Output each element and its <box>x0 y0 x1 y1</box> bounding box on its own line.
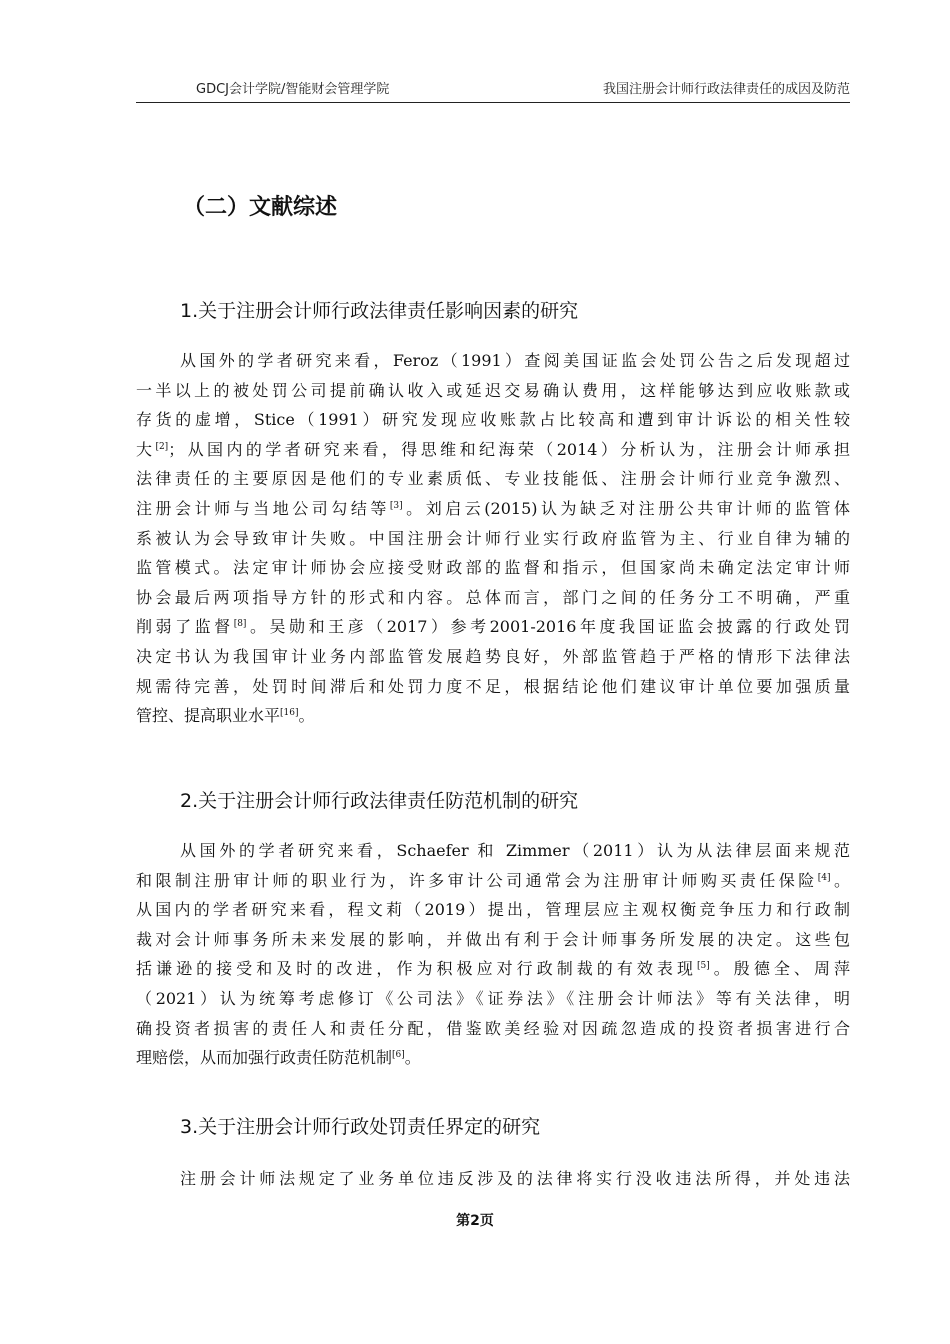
paragraph-line: 协会最后两项指导方针的形式和内容。总体而言，部门之间的任务分工不明确，严重 <box>136 587 850 607</box>
paragraph-line: 系被认为会导致审计失败。中国注册会计师行业实行政府监管为主、行业自律为辅的 <box>136 528 850 548</box>
paragraph-line: 法律责任的主要原因是他们的专业素质低、专业技能低、注册会计师行业竞争激烈、 <box>136 469 850 489</box>
paragraph-line: 一半以上的被处罚公司提前确认收入或延迟交易确认费用，这样能够达到应收账款或 <box>136 380 850 400</box>
paragraph-line: 确投资者损害的责任人和责任分配，借鉴欧美经验对因疏忽造成的投资者损害进行合 <box>136 1018 850 1038</box>
citation-ref: [3] <box>389 500 403 511</box>
citation-ref: [6] <box>392 1050 405 1061</box>
header-right: 我国注册会计师行政法律责任的成因及防范 <box>602 82 850 97</box>
section-title: （二）文献综述 <box>183 195 338 220</box>
paragraph-line: 从国内的学者研究来看，程文莉（2019）提出，管理层应主观权衡竞争压力和行政制 <box>136 900 850 920</box>
paragraph-line: 裁对会计师事务所未来发展的影响，并做出有利于会计师事务所发展的决定。这些包 <box>136 929 850 949</box>
citation-ref: [16] <box>280 708 299 719</box>
paragraph-line: 决定书认为我国审计业务内部监管发展趋势良好，外部监管趋于严格的情形下法律法 <box>136 646 850 666</box>
paragraph-line: 监管模式。法定审计师协会应接受财政部的监督和指示，但国家尚未确定法定审计师 <box>136 558 850 578</box>
citation-ref: [8] <box>233 619 247 630</box>
paragraph-line: 规需待完善，处罚时间滞后和处罚力度不足，根据结论他们建议审计单位要加强质量 <box>136 676 850 696</box>
subsection-3-title: 3.关于注册会计师行政处罚责任界定的研究 <box>180 1116 541 1138</box>
citation-ref: [2] <box>155 441 169 452</box>
paragraph-line: 从国外的学者研究来看，Schaefer 和 Zimmer（2011）认为从法律层面来规范 <box>180 841 850 860</box>
paragraph-line: 和限制注册审计师的职业行为，许多审计公司通常会为注册审计师购买责任保险[4]。 <box>136 870 850 890</box>
running-header <box>136 72 850 103</box>
citation-ref: [4] <box>817 872 831 883</box>
paragraph-line: 管控、提高职业水平[16]。 <box>136 706 315 726</box>
subsection-1-title: 1.关于注册会计师行政法律责任影响因素的研究 <box>180 300 579 322</box>
header-left: GDCJ会计学院/智能财会管理学院 <box>196 82 390 97</box>
subsection-2-paragraph <box>136 836 850 1073</box>
paragraph-line: 括谦逊的接受和及时的改进，作为积极应对行政制裁的有效表现[5]。殷德全、周萍 <box>136 959 850 979</box>
paragraph-line: （2021）认为统筹考虑修订《公司法》《证券法》《注册会计师法》等有关法律，明 <box>136 988 850 1008</box>
page-number: 第2页 <box>456 1213 494 1229</box>
citation-ref: [5] <box>696 961 710 972</box>
subsection-1-paragraph <box>136 346 850 731</box>
paragraph-line: 注册会计师法规定了业务单位违反涉及的法律将实行没收违法所得，并处违法 <box>180 1169 850 1188</box>
subsection-2-title: 2.关于注册会计师行政法律责任防范机制的研究 <box>180 790 579 812</box>
paragraph-line: 大[2]；从国内的学者研究来看，得思维和纪海荣（2014）分析认为，注册会计师承担 <box>136 439 850 459</box>
subsection-3-paragraph <box>136 1164 850 1194</box>
paragraph-line: 削弱了监督[8]。吴勋和王彦（2017）参考2001-2016年度我国证监会披露的行政处罚 <box>136 617 850 637</box>
paragraph-line: 存货的虚增，Stice（1991）研究发现应收账款占比较高和遭到审计诉讼的相关性较 <box>136 410 850 430</box>
paragraph-line: 理赔偿，从而加强行政责任防范机制[6]。 <box>136 1048 421 1068</box>
paragraph-line: 从国外的学者研究来看，Feroz（1991）查阅美国证监会处罚公告之后发现超过 <box>180 351 850 370</box>
paragraph-line: 注册会计师与当地公司勾结等[3]。刘启云(2015)认为缺乏对注册公共审计师的监管体 <box>136 498 850 518</box>
